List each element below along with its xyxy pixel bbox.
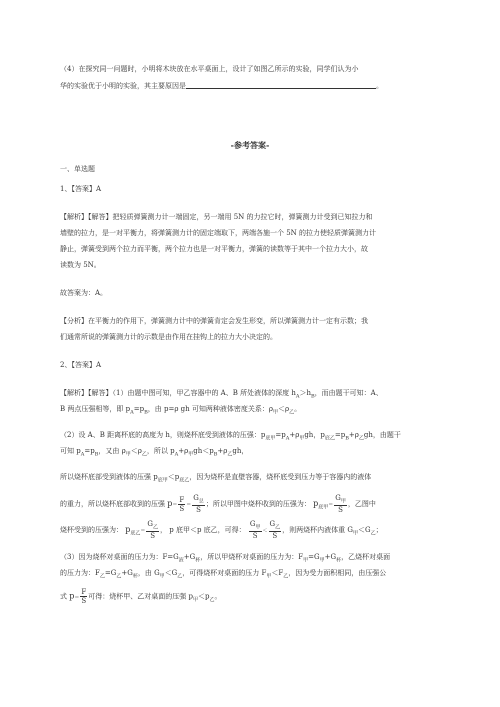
text: ，又由 ρ xyxy=(98,447,126,455)
text: 的压力为：F xyxy=(60,569,100,577)
text: =G xyxy=(104,569,117,577)
text: ，可得烧杯对桌面的压力 F xyxy=(182,569,267,577)
text: +ρ xyxy=(217,447,228,455)
subscript: B xyxy=(310,393,315,400)
subscript: A xyxy=(295,393,300,400)
fraction: $\frac{F}{S}$ xyxy=(179,495,185,513)
q2-p4-line3: 式 p＝ $\frac{F}{S}$ 可得：烧杯甲、乙对桌面的压强 $p_甲<p_乙$。 xyxy=(60,588,222,605)
text: p 底甲＜p 底乙，可得： xyxy=(169,526,246,535)
answer-blank[interactable] xyxy=(186,80,376,89)
formula-pressure: p xyxy=(69,591,75,601)
q1-analysis2-line-2: 们通常所说的弹簧测力计的示数是由作用在挂钩上的拉力大小决定的。 xyxy=(60,333,277,341)
text: ＜p xyxy=(197,592,210,601)
text: 的重力，所以烧杯底部收到的压强 xyxy=(60,500,165,509)
text: ，由 p=ρ gh 可知两种液体密度关系：ρ xyxy=(147,405,273,413)
text: 式 xyxy=(60,592,67,601)
text: =p xyxy=(84,447,95,455)
text: 。 xyxy=(214,592,222,601)
text: =G xyxy=(308,553,320,561)
formula-p-yi: $p_{底乙}$ xyxy=(125,525,141,537)
answer-title: -参考答案- xyxy=(230,140,270,150)
q2-answer: 2、【答案】A xyxy=(60,361,102,369)
text: ； xyxy=(375,526,383,535)
fraction: $\frac{G_甲}{S}$ xyxy=(249,520,261,541)
text: ，因为受力面积相同，由压强公 xyxy=(288,569,387,577)
text: +ρ xyxy=(348,431,359,439)
fraction: $\frac{G_甲}{S}$ xyxy=(335,494,346,515)
question4-line2-text: 华的实验优于小明的实验，其主要原因是 xyxy=(60,82,186,90)
q1-analysis-line-2: 墙壁的拉力，是一对平衡力，将弹簧测力计的固定端取下，两端各施一个 5N 的拉力使轻质弹簧测力计 xyxy=(60,229,377,237)
text: ，所以甲烧杯对桌面的压力为：F xyxy=(200,553,304,561)
q1-analysis2-line-1: 【分析】在平衡力的作用下，弹簧测力计中的弹簧肯定会发生形变，所以弹簧测力计一定有示数；我 xyxy=(60,317,368,325)
q2-p2-line2: 可知 $p_A=p_B$，又由 $\rho_甲<\rho_乙$，所以 $p_A+\rho_甲gh<p_B+\rho_乙gh$， xyxy=(60,447,249,458)
text: +G xyxy=(121,569,133,577)
text: ＜p xyxy=(167,473,180,481)
text: +ρ xyxy=(289,431,300,439)
text: ，因为烧杯是直壁容器，烧杯底受到压力等于容器内的液体 xyxy=(189,473,372,481)
text: ，所以 p xyxy=(146,447,175,455)
text: ；所以甲图中烧杯收到的压强为： xyxy=(205,500,311,509)
text: ，则两烧杯内液体重 G xyxy=(282,526,353,535)
q1-conclusion: 故答案为：A。 xyxy=(60,289,108,297)
q1-analysis-line-4: 读数为 5N。 xyxy=(60,261,101,269)
text: ＜G xyxy=(164,569,178,577)
text: +G xyxy=(183,553,196,561)
text: gh， xyxy=(232,447,249,455)
q2-p3-line2: 的重力，所以烧杯底部收到的压强 p＝ $\frac{F}{S}$ ＝ $\frac{G_总}{S}$ ；所以甲图中烧杯收到的压强为： $p_{底甲}=$ $\frac{G_甲}{S}$ ，乙图中 xyxy=(60,494,376,515)
fraction: $\frac{F}{S}$ xyxy=(81,588,87,605)
text: gh＜p xyxy=(193,447,214,455)
text: ＜F xyxy=(271,569,284,577)
text: 可知 p xyxy=(60,447,81,455)
text: （3）因为烧杯对桌面的压力为：F=G xyxy=(60,553,179,561)
text: ＜ρ xyxy=(278,405,290,413)
q2-p2-line1: （2）设 A、B 距离杯底的高度为 h，则烧杯底受到液体的压强：$p_{底甲}=p_A+\rho_甲gh$，$p_{底乙}=p_B+\rho_乙gh$，由题干 xyxy=(60,431,401,442)
q1-analysis-line-1: 【解析】【解答】把轻质弹簧测力计一端固定，另一端用 5N 的力拉它时，弹簧测力计受到已知拉力和 xyxy=(60,213,373,221)
q2-p4-line2: 的压力为：$F_乙=G_乙+G_杯$，由 $G_甲<G_乙$，可得烧杯对桌面的压力 $F_甲<F_乙$，因为受力面积相同，由压强公 xyxy=(60,569,387,580)
section-heading: 一、单选题 xyxy=(60,165,95,173)
text: +ρ xyxy=(178,447,189,455)
text: B 两点压强相等，即 p xyxy=(60,405,131,413)
fraction: $\frac{G_乙}{S}$ xyxy=(269,520,281,541)
text: （2）设 A、B 距离杯底的高度为 h，则烧杯底受到液体的压强：p xyxy=(60,431,266,439)
text: ，而由题干可知：A、 xyxy=(314,389,383,397)
question4-line2-end: 。 xyxy=(376,82,383,90)
q1-answer: 1、【答案】A xyxy=(60,185,102,193)
question4-line2 xyxy=(60,80,383,92)
text: 所以烧杯底部受到液体的压强 p xyxy=(60,473,158,481)
text: 【解析】【解答】（1）由题中图可知，甲乙容器中的 A、B 所处液体的深度 h xyxy=(60,389,296,397)
text: 可得：烧杯甲、乙对桌面的压强 p xyxy=(88,592,193,601)
q2-p3-line1: 所以烧杯底部受到液体的压强 $p_{底甲}<p_{底乙}$，因为烧杯是直壁容器，烧杯底受到压力等于容器内的液体 xyxy=(60,473,372,484)
text: ＜G xyxy=(357,526,371,535)
q2-p4-line1: （3）因为烧杯对桌面的压力为：$F=G_液+G_杯$，所以甲烧杯对桌面的压力为：$F_甲=G_甲+G_杯$，乙烧杯对桌面 xyxy=(60,553,391,564)
text: =p xyxy=(275,431,286,439)
text: ＜ρ xyxy=(130,447,142,455)
text: gh，p xyxy=(304,431,325,439)
question4-line1: （4）在探究同一问题时，小明将木块放在水平桌面上，设计了如图乙所示的实验，同学们认为小 xyxy=(60,65,359,73)
q1-analysis-line-3: 静止，弹簧受到两个拉力而平衡，两个拉力也是一对平衡力，弹簧的读数等于其中一个拉力大小，故 xyxy=(60,245,368,253)
q2-p3-line3: 烧杯受到的压强为： $p_{底乙}=$ $\frac{G_乙}{S}$ ， p 底甲＜p 底乙，可得： $\frac{G_甲}{S}$ ＜ $\frac{G_乙}{S}$ ，则两烧杯内液体重 $G_甲<G_乙$； xyxy=(60,520,383,541)
text: ，乙图中 xyxy=(347,500,376,509)
fraction: $\frac{G_总}{S}$ xyxy=(193,494,204,515)
formula-p-jia: $p_{底甲}$ xyxy=(313,499,329,511)
text: gh，由题干 xyxy=(363,431,401,439)
text: 烧杯受到的压强为： xyxy=(60,526,123,535)
q2-p1-line2: B 两点压强相等，即 $p_A=p_B$，由 p=ρ gh 可知两种液体密度关系：$\rho_甲<\rho_乙$。 xyxy=(60,405,302,416)
text: +G xyxy=(324,553,337,561)
formula-p-f-s: p xyxy=(167,499,173,509)
fraction: $\frac{G_乙}{S}$ xyxy=(147,520,158,541)
text: =p xyxy=(334,431,346,439)
text: ，乙烧杯对桌面 xyxy=(341,553,391,561)
q2-p1-line1 xyxy=(60,388,383,402)
text: ，由 G xyxy=(137,569,160,577)
text: ＞h xyxy=(299,389,311,397)
